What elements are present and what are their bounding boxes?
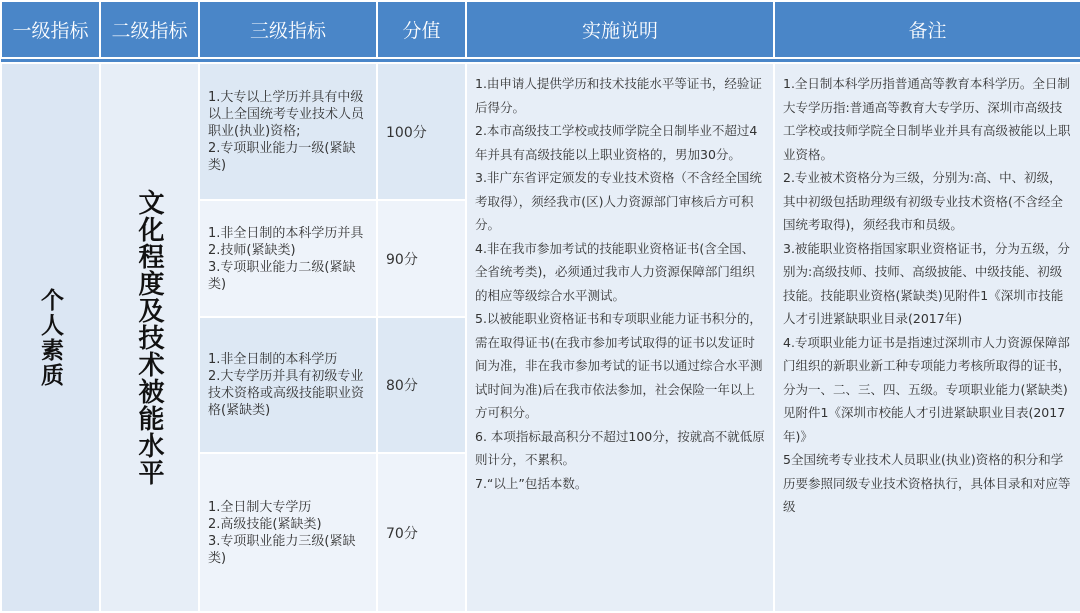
level1-cell: [1, 63, 100, 612]
level3-line: 2.高级技能(紧缺类): [208, 516, 322, 532]
implementation-item: 1.由申请人提供学历和技术技能水平等证书，经验证后得分。: [475, 76, 762, 115]
level3-line: 3.专项职业能力三级(紧缺类): [208, 533, 356, 566]
header-score: 分值: [377, 1, 466, 58]
level3-cell: [199, 200, 377, 317]
score-cell: 80分: [377, 317, 466, 453]
remark-item: 2.专业被术资格分为三级，分别为:高、中、初级，其中初级包括助理级有初级专业技术资格(不含经全国统考取得)，须经我市和员级。: [783, 170, 1063, 232]
level3-cell: [199, 317, 377, 453]
header-level2: 二级指标: [100, 1, 199, 58]
implementation-item: 5.以被能职业资格证书和专项职业能力证书积分的，需在取得证书(在我市参加考试取得的证书以发证时间为准，非在我市参加考试的证书以通过综合水平测试时间为准)后在我市依法参加，社会保险一年以上方可积分。: [475, 311, 763, 420]
level3-line: 1.非全日制的本科学历: [208, 352, 338, 367]
remark-item: 5全国统考专业技术人员职业(执业)资格的积分和学历要参照同级专业技术资格执行，具体目录和对应等级: [783, 452, 1071, 514]
remark-item: 4.专项职业能力证书是指速过深圳市人力资源保障部门组织的新职业新工种专项能力考核所取得的证书，分为一、二、三、四、五级。专项职业能力(紧缺类)见附件1《深圳市校能人才引进紧缺职业目表(2017年)》: [783, 334, 1071, 444]
level3-line: 3.专项职业能力二级(紧缺类): [208, 259, 356, 292]
level3-line: 2.技师(紧缺类): [208, 242, 296, 258]
implementation-item: 2.本市高级技工学校或技师学院全日制毕业不超过4年并具有高级技能以上职业资格的，男加30分。: [475, 123, 758, 162]
header-level1: 一级指标: [1, 1, 100, 58]
level3-line: 2.大专学历并具有初级专业技术资格或高级技能职业资格(紧缺类): [208, 369, 365, 418]
score-cell: 100分: [377, 63, 466, 200]
header-level3: 三级指标: [199, 1, 377, 58]
header-implementation: 实施说明: [466, 1, 774, 58]
level3-line: 1.大专以上学历并具有中级以上全国统考专业技术人员职业(执业)资格;: [208, 90, 365, 139]
level3-line: 2.专项职业能力一级(紧缺类): [208, 141, 356, 173]
implementation-cell: [466, 63, 774, 612]
table-row: [1, 63, 1080, 200]
implementation-item: 4.非在我市参加考试的技能职业资格证书(含全国、全省统考类)，必须通过我市人力资源保障部门组织的相应等级综合水平测试。: [475, 240, 755, 303]
implementation-item: 3.非广东省评定颁发的专业技术资格（不含经全国统考取得），须经我市(区)人力资源部门审核后方可积分。: [475, 170, 762, 232]
level1-label: 个人素质: [37, 287, 63, 388]
header-row: [1, 1, 1080, 58]
level2-label: 文化程度及技术被能水平: [134, 189, 164, 486]
level3-line: 1.非全日制的本科学历并具: [208, 225, 364, 241]
remark-item: 1.全日制本科学历指普通高等教育本科学历。全日制大专学历指:普通高等教育大专学历、深圳市高级技工学校或技师学院全日制毕业并具有高级被能以上职业资格。: [783, 76, 1071, 162]
score-cell: 90分: [377, 200, 466, 317]
header-remarks: 备注: [774, 1, 1080, 58]
level2-cell: [100, 63, 199, 612]
implementation-item: 7.“以上”包括本数。: [475, 475, 588, 491]
score-cell: 70分: [377, 453, 466, 612]
remarks-cell: [774, 63, 1080, 612]
remark-item: 3.被能职业资格指国家职业资格证书，分为五级，分别为:高级技师、技师、高级披能、中级技能、初级技能。技能职业资格(紧缺类)见附件1《深圳市技能人才引进紧缺职业目录(2017年): [783, 240, 1070, 326]
implementation-item: 6. 本项指标最高积分不超过100分，按就高不就低原则计分，不累积。: [475, 428, 765, 467]
level3-cell: [199, 63, 377, 200]
level3-cell: [199, 453, 377, 612]
level3-line: 1.全日制大专学历: [208, 499, 312, 515]
